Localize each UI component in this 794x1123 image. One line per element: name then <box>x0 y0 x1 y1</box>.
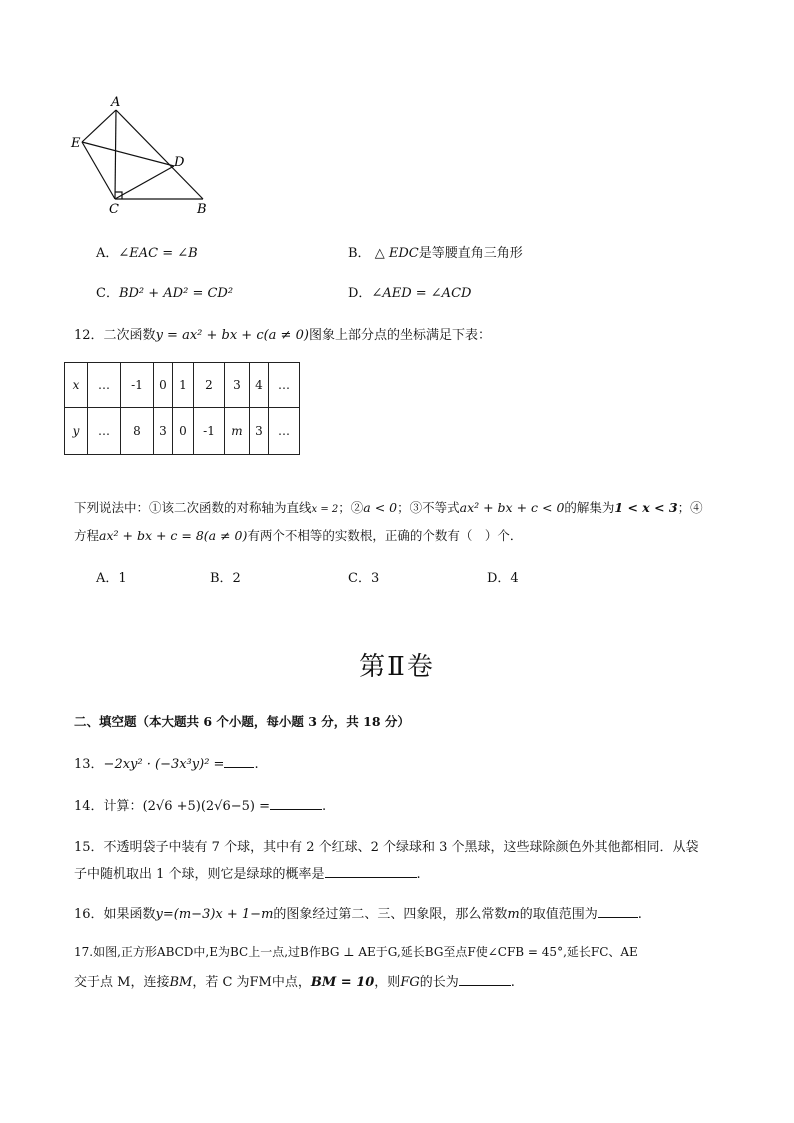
q16: 16．如果函数y=(m−3)x + 1−m的图象经过第二、三、四象限，那么常数m的取值范围为 . <box>74 907 642 922</box>
q11-option-d: D．∠AED = ∠ACD <box>348 286 472 301</box>
table-cell: -1 <box>194 408 225 455</box>
answer-blank[interactable] <box>270 797 322 810</box>
table-cell: 3 <box>154 408 173 455</box>
table-cell: 2 <box>194 363 225 408</box>
label-b: B <box>197 202 207 217</box>
answer-blank[interactable] <box>598 905 638 918</box>
q15-line1: 15．不透明袋子中装有 7 个球，其中有 2 个红球、2 个绿球和 3 个黑球，这些球除颜色外其他都相同．从袋 <box>74 840 699 855</box>
table-cell: -1 <box>121 363 154 408</box>
label-d: D <box>174 155 185 170</box>
answer-blank[interactable] <box>224 755 254 768</box>
q15-line2: 子中随机取出 1 个球，则它是绿球的概率是 . <box>74 867 421 882</box>
table-cell: 8 <box>121 408 154 455</box>
label-e: E <box>71 136 81 151</box>
q12-statements-line2: 方程ax² + bx + c = 8(a ≠ 0)有两个不相等的实数根，正确的个数有（ ）个． <box>74 528 523 543</box>
q13: 13．−2xy² · (−3x³y)² = . <box>74 757 259 772</box>
table-cell: x <box>65 363 88 408</box>
table-cell: … <box>88 363 121 408</box>
table-row-x <box>65 363 300 408</box>
segment-ac <box>115 110 116 199</box>
q12-option-b: B．2 <box>210 571 241 586</box>
q17-line2: 交于点 M，连接BM，若 C 为FM中点，BM = 10，则FG的长为 . <box>74 975 515 990</box>
q17-line1: 17.如图,正方形ABCD中,E为BC上一点,过B作BG ⊥ AE于G,延长BG至点F使∠CFB = 45°,延长FC、AE <box>74 945 638 959</box>
table-cell: … <box>269 363 300 408</box>
table-cell: m <box>225 408 250 455</box>
table-cell: 0 <box>154 363 173 408</box>
q12-option-c: C．3 <box>348 571 380 586</box>
q12-statements-line1: 下列说法中：①该二次函数的对称轴为直线x = 2；②a < 0；③不等式ax² + bx + c < 0的解集为1 < x < 3；④ <box>74 500 703 515</box>
table-cell: … <box>269 408 300 455</box>
table-cell: 3 <box>250 408 269 455</box>
segment-cd <box>115 166 174 199</box>
q12-stem: 12．二次函数y = ax² + bx + c(a ≠ 0)图象上部分点的坐标满足下表： <box>74 328 491 343</box>
table-cell: 1 <box>173 363 194 408</box>
section-title: 第Ⅱ卷 <box>359 652 435 682</box>
q12-option-a: A．1 <box>96 571 127 586</box>
q11-option-b: B． △ EDC是等腰直角三角形 <box>348 246 523 261</box>
table-cell: 4 <box>250 363 269 408</box>
q11-option-c: C．BD² + AD² = CD² <box>96 286 234 301</box>
table-cell: 0 <box>173 408 194 455</box>
answer-blank[interactable] <box>325 865 417 878</box>
table-cell: … <box>88 408 121 455</box>
label-c: C <box>109 202 119 217</box>
q11-option-a: A．∠EAC = ∠B <box>96 246 198 261</box>
table-cell: 3 <box>225 363 250 408</box>
table-cell: y <box>65 408 88 455</box>
geometry-figure <box>60 90 230 220</box>
q12-option-d: D．4 <box>487 571 519 586</box>
label-a: A <box>111 95 121 110</box>
segment-ed <box>82 142 174 166</box>
q14: 14．计算：(2√6 +5)(2√6−5) = . <box>74 799 327 814</box>
q12-value-table <box>64 362 300 455</box>
table-row-y <box>65 408 300 455</box>
answer-blank[interactable] <box>459 973 511 986</box>
part2-heading: 二、填空题（本大题共 6 个小题，每小题 3 分，共 18 分） <box>74 714 410 729</box>
segment-ec <box>82 142 115 199</box>
segment-ae <box>82 110 116 142</box>
